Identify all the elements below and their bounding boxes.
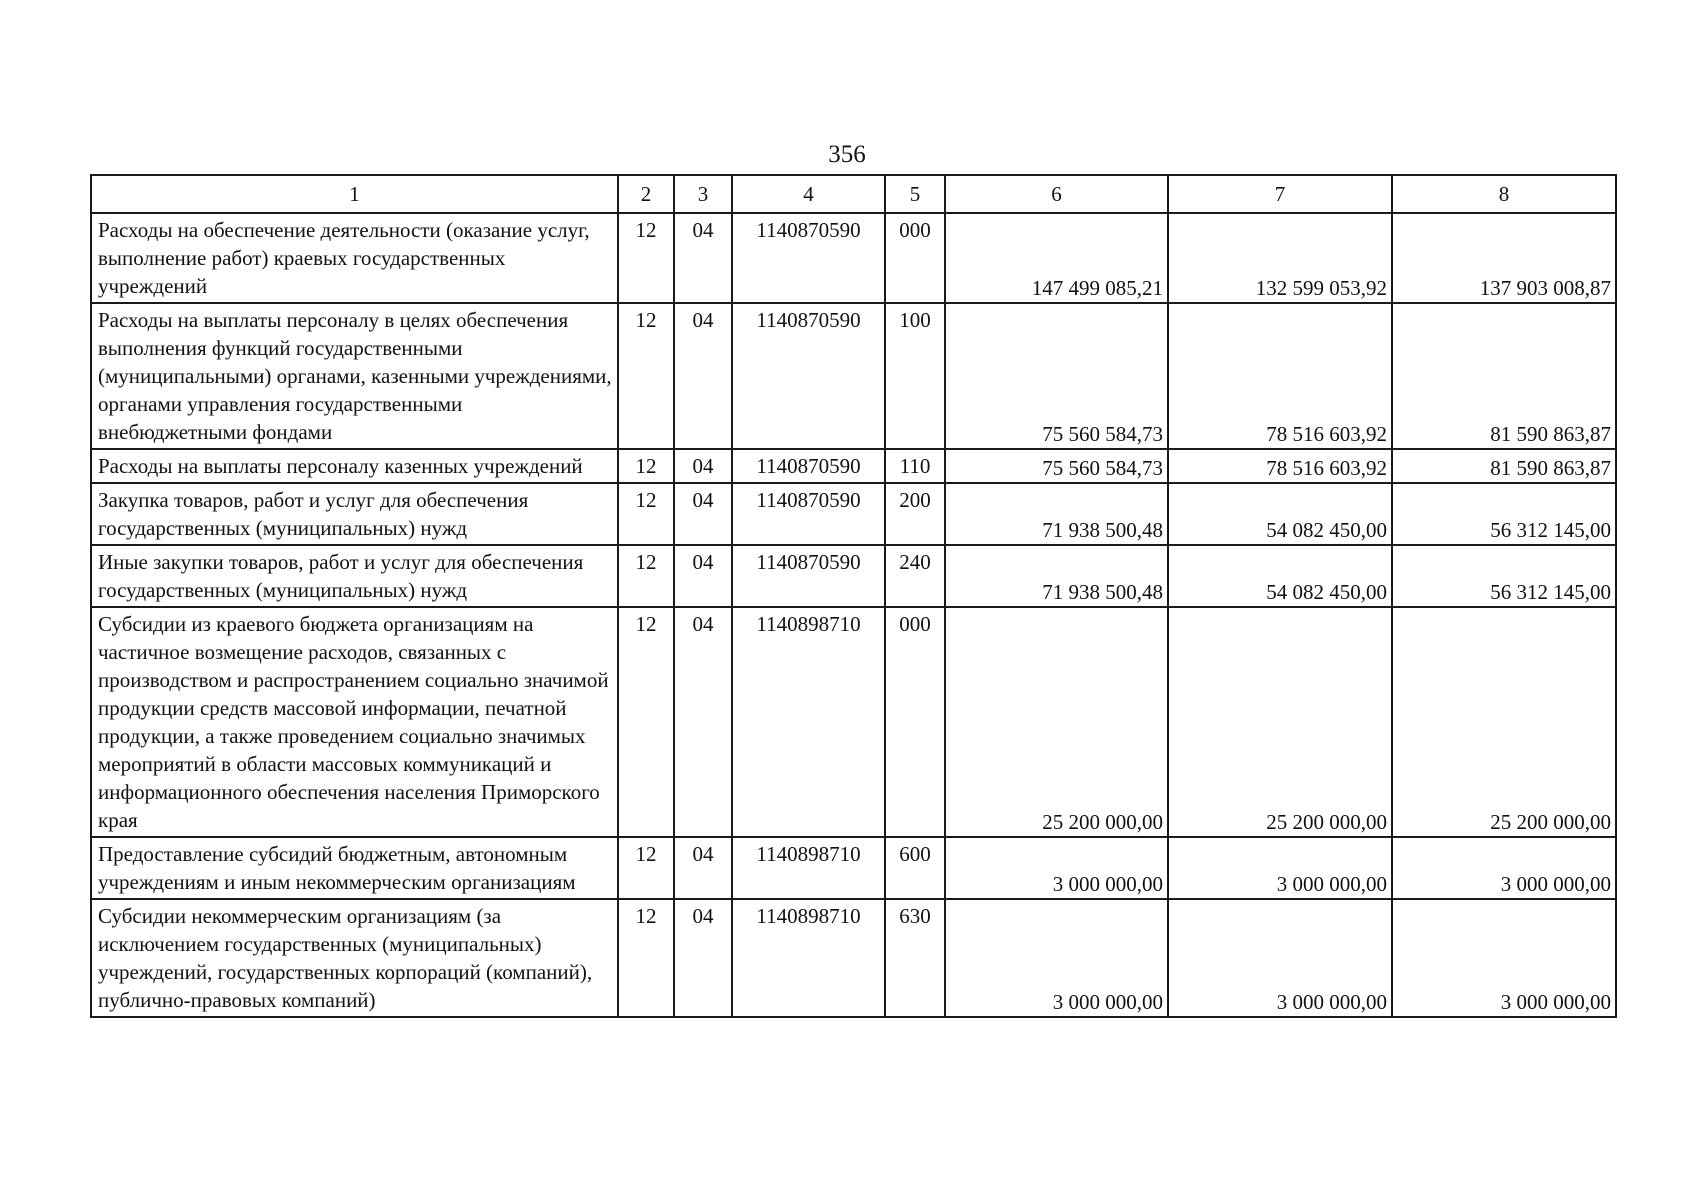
table-row: [91, 213, 1616, 303]
amount-col-6: 71 938 500,48: [945, 545, 1168, 607]
section-code: 12: [618, 213, 674, 303]
page-number: 356: [828, 141, 866, 168]
table-row: [91, 483, 1616, 545]
expense-name: Расходы на выплаты персоналу в целях обеспечения выполнения функций государственными (муниципальными) органами, казенными учреждениями, органами управления государственными внебюджетными фондами: [91, 303, 618, 449]
subsection-code: 04: [674, 545, 732, 607]
expense-type-code: 200: [885, 483, 945, 545]
amount-col-6: 25 200 000,00: [945, 607, 1168, 837]
target-article-code: 1140870590: [732, 449, 885, 483]
subsection-code: 04: [674, 449, 732, 483]
amount-col-6: 75 560 584,73: [945, 303, 1168, 449]
table-row: [91, 837, 1616, 899]
amount-col-7: 54 082 450,00: [1168, 483, 1392, 545]
amount-col-7: 132 599 053,92: [1168, 213, 1392, 303]
expense-name: Субсидии из краевого бюджета организациям на частичное возмещение расходов, связанных с производством и распространением социально значимой продукции средств массовой информации, печатной продукции, а также проведением социально значимых мероприятий в области массовых коммуникаций и информационного обеспечения населения Приморского края: [91, 607, 618, 837]
column-header-6: 6: [945, 175, 1168, 213]
subsection-code: 04: [674, 607, 732, 837]
target-article-code: 1140870590: [732, 545, 885, 607]
subsection-code: 04: [674, 483, 732, 545]
section-code: 12: [618, 449, 674, 483]
target-article-code: 1140898710: [732, 899, 885, 1017]
table-row: [91, 449, 1616, 483]
subsection-code: 04: [674, 213, 732, 303]
amount-col-8: 56 312 145,00: [1392, 483, 1616, 545]
expense-name: Закупка товаров, работ и услуг для обеспечения государственных (муниципальных) нужд: [91, 483, 618, 545]
expense-type-code: 000: [885, 213, 945, 303]
table-row: [91, 899, 1616, 1017]
target-article-code: 1140870590: [732, 483, 885, 545]
expense-type-code: 630: [885, 899, 945, 1017]
subsection-code: 04: [674, 837, 732, 899]
expense-type-code: 600: [885, 837, 945, 899]
amount-col-7: 54 082 450,00: [1168, 545, 1392, 607]
target-article-code: 1140870590: [732, 213, 885, 303]
amount-col-6: 3 000 000,00: [945, 837, 1168, 899]
section-code: 12: [618, 837, 674, 899]
amount-col-7: 78 516 603,92: [1168, 303, 1392, 449]
expense-name: Предоставление субсидий бюджетным, автономным учреждениям и иным некоммерческим организациям: [91, 837, 618, 899]
section-code: 12: [618, 483, 674, 545]
subsection-code: 04: [674, 899, 732, 1017]
budget-table: [90, 174, 1617, 1018]
expense-type-code: 100: [885, 303, 945, 449]
column-header-2: 2: [618, 175, 674, 213]
column-header-5: 5: [885, 175, 945, 213]
amount-col-7: 3 000 000,00: [1168, 837, 1392, 899]
section-code: 12: [618, 303, 674, 449]
amount-col-8: 56 312 145,00: [1392, 545, 1616, 607]
column-header-3: 3: [674, 175, 732, 213]
expense-name: Иные закупки товаров, работ и услуг для обеспечения государственных (муниципальных) нужд: [91, 545, 618, 607]
amount-col-8: 3 000 000,00: [1392, 837, 1616, 899]
table-row: [91, 303, 1616, 449]
target-article-code: 1140898710: [732, 837, 885, 899]
column-header-7: 7: [1168, 175, 1392, 213]
column-header-4: 4: [732, 175, 885, 213]
amount-col-7: 25 200 000,00: [1168, 607, 1392, 837]
expense-name: Расходы на выплаты персоналу казенных учреждений: [91, 449, 618, 483]
amount-col-8: 25 200 000,00: [1392, 607, 1616, 837]
amount-col-6: 3 000 000,00: [945, 899, 1168, 1017]
expense-type-code: 000: [885, 607, 945, 837]
column-header-8: 8: [1392, 175, 1616, 213]
amount-col-8: 137 903 008,87: [1392, 213, 1616, 303]
subsection-code: 04: [674, 303, 732, 449]
column-header-1: 1: [91, 175, 618, 213]
table-row: [91, 545, 1616, 607]
target-article-code: 1140898710: [732, 607, 885, 837]
amount-col-6: 71 938 500,48: [945, 483, 1168, 545]
amount-col-8: 81 590 863,87: [1392, 449, 1616, 483]
header-row: [91, 175, 1616, 213]
section-code: 12: [618, 607, 674, 837]
expense-type-code: 240: [885, 545, 945, 607]
section-code: 12: [618, 545, 674, 607]
amount-col-7: 78 516 603,92: [1168, 449, 1392, 483]
amount-col-6: 75 560 584,73: [945, 449, 1168, 483]
expense-name: Субсидии некоммерческим организациям (за исключением государственных (муниципальных) учреждений, государственных корпораций (компаний), публично-правовых компаний): [91, 899, 618, 1017]
amount-col-6: 147 499 085,21: [945, 213, 1168, 303]
amount-col-8: 81 590 863,87: [1392, 303, 1616, 449]
amount-col-8: 3 000 000,00: [1392, 899, 1616, 1017]
expense-name: Расходы на обеспечение деятельности (оказание услуг, выполнение работ) краевых государственных учреждений: [91, 213, 618, 303]
table-row: [91, 607, 1616, 837]
section-code: 12: [618, 899, 674, 1017]
expense-type-code: 110: [885, 449, 945, 483]
target-article-code: 1140870590: [732, 303, 885, 449]
amount-col-7: 3 000 000,00: [1168, 899, 1392, 1017]
